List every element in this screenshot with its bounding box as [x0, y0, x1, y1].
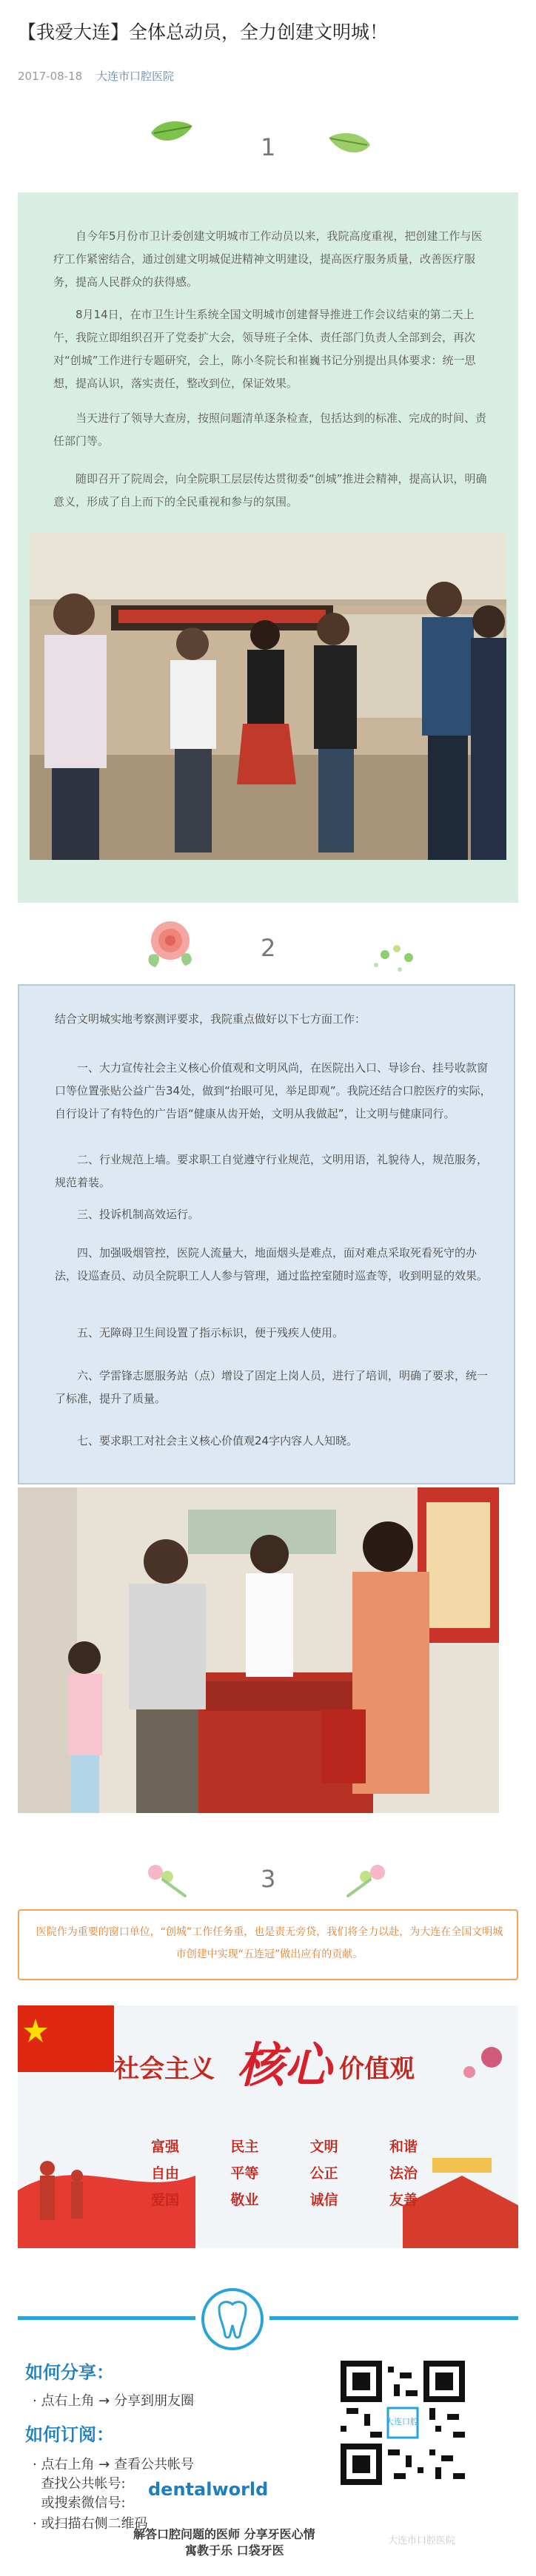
flower-icon: [133, 907, 207, 981]
section-number-2: 2: [261, 934, 276, 962]
values-row: [151, 2162, 418, 2182]
section2-paragraph: 五、无障碍卫生间设置了指示标识，便于残疾人使用。: [77, 1326, 344, 1339]
candy-right-icon: [333, 1857, 392, 1902]
publish-date: 2017-08-18: [18, 70, 83, 83]
section2-paragraph: 二、行业规范上墙。要求职工自觉遵守行业规范，文明用语，礼貌待人，规范服务，规范着装。: [55, 1153, 489, 1189]
tagline: 寓教于乐 口袋牙医: [185, 2543, 284, 2557]
value-item: 自由: [151, 2165, 180, 2182]
subscribe-footer: [18, 2279, 518, 2557]
banner-slogan-left: 社会主义: [114, 2054, 215, 2084]
subscribe-title: 如何订阅：: [25, 2424, 114, 2445]
divider-left: [18, 2316, 195, 2320]
section1-paragraph: 自今年5月份市卫计委创建文明城市工作动员以来，我院高度重视，把创建工作与医疗工作紧密结合，通过创建文明城促进精神文明建设，提高医疗服务质量，改善医疗服务，提高人民群众的获得感。: [53, 229, 483, 289]
banner-slogan-big: 核心: [237, 2038, 332, 2094]
section2-paragraph: 六、学雷锋志愿服务站（点）增设了固定上岗人员，进行了培训，明确了要求，统一了标准，提升了质量。: [55, 1369, 489, 1405]
section-number-1: 1: [261, 133, 276, 161]
volunteer-station-photo: [18, 1487, 499, 1813]
subscribe-instruction: 查找公共帐号:: [33, 2476, 126, 2492]
value-item: 民主: [230, 2139, 259, 2155]
subscribe-instruction: · 或扫描右侧二维码: [33, 2516, 148, 2532]
core-values-banner: [18, 2005, 518, 2248]
value-item: 富强: [151, 2139, 180, 2155]
value-item: 法治: [389, 2165, 418, 2182]
decorative-dots-icon: [370, 932, 429, 977]
section-number-3: 3: [261, 1865, 276, 1893]
share-title: 如何分享：: [25, 2362, 114, 2383]
value-item: 和谐: [389, 2139, 418, 2155]
section1-paragraph: 随即召开了院周会，向全院职工层层传达贯彻委“创城”推进会精神，提高认识，明确意义，形成了自上而下的全民重视和参与的氛围。: [53, 472, 487, 508]
section1-panel: [18, 192, 518, 903]
section3-panel: [18, 1909, 518, 1980]
section2-paragraph: 四、加强吸烟管控，医院人流量大，地面烟头是难点，面对难点采取死看死守的办法，设巡查员、动员全院职工人人参与管理，通过监控室随时巡查等，收到明显的效果。: [55, 1246, 489, 1282]
leaf-right-icon: [326, 130, 373, 160]
section2-paragraph: 一、大力宣传社会主义核心价值观和文明风尚，在医院出入口、导诊台、挂号收款窗口等位置张贴公益广告34处，做到“抬眼可见，举足即观”。我院还结合口腔医疗的实际，自行设计了有特色的广告语“健康从齿开始，文明从我做起”，让文明与健康同行。: [55, 1061, 492, 1120]
section3-text: 医院作为重要的窗口单位，“创城”工作任务重，也是责无旁贷，我们将全力以赴，为大连在全国文明城市创建中实现“五连冠”做出应有的贡献。: [36, 1926, 503, 1960]
value-item: 敬业: [230, 2192, 259, 2208]
divider-right: [269, 2316, 518, 2320]
section2-paragraph: 三、投诉机制高效运行。: [77, 1208, 200, 1221]
article-meta: [18, 68, 174, 84]
wechat-id[interactable]: dentalworld: [148, 2479, 269, 2500]
values-row: [151, 2136, 418, 2156]
candy-left-icon: [141, 1857, 200, 1902]
subscribe-instruction: · 点右上角 → 查看公共帐号: [33, 2457, 194, 2472]
hospital-lobby-photo: [30, 533, 506, 860]
watermark: 大连市口腔医院: [388, 2535, 456, 2546]
value-item: 诚信: [309, 2192, 338, 2208]
leaf-left-icon: [148, 118, 195, 148]
tooth-logo-icon: [200, 2287, 265, 2352]
value-item: 公正: [309, 2165, 338, 2182]
section2-paragraph: 结合文明城实地考察测评要求，我院重点做好以下七方面工作：: [55, 1012, 366, 1026]
banner-slogan-right: 价值观: [339, 2054, 415, 2084]
qr-center-label: 大连口腔: [386, 2417, 418, 2427]
section2-paragraph: 七、要求职工对社会主义核心价值观24字内容人人知晓。: [77, 1434, 358, 1447]
section2-panel: [18, 984, 515, 1484]
section1-paragraph: 8月14日，在市卫生计生系统全国文明城市创建督导推进工作会议结束的第二天上午，我院立即组织召开了党委扩大会，领导班子全体、责任部门负责人全部到会，再次对“创城”工作进行专题研究，会上，陈小冬院长和崔巍书记分别提出具体要求：统一思想，提高认识，落实责任，整改到位，保证效果。: [53, 308, 476, 390]
article-title: 【我爱大连】全体总动员，全力创建文明城！: [18, 21, 389, 43]
value-item: 文明: [309, 2139, 338, 2155]
author-link[interactable]: 大连市口腔医院: [96, 70, 174, 83]
value-item: 平等: [230, 2165, 259, 2182]
section1-paragraph: 当天进行了领导大查房，按照问题清单逐条检查，包括达到的标准、完成的时间、责任部门等。: [53, 411, 487, 448]
value-item: 爱国: [151, 2192, 180, 2208]
tagline: 解答口腔问题的医师 分享牙医心情: [133, 2527, 315, 2541]
subscribe-instruction: 或搜索微信号:: [33, 2495, 126, 2511]
value-item: 友善: [389, 2192, 418, 2208]
share-instruction: · 点右上角 → 分享到朋友圈: [33, 2393, 194, 2409]
values-row: [151, 2189, 418, 2209]
